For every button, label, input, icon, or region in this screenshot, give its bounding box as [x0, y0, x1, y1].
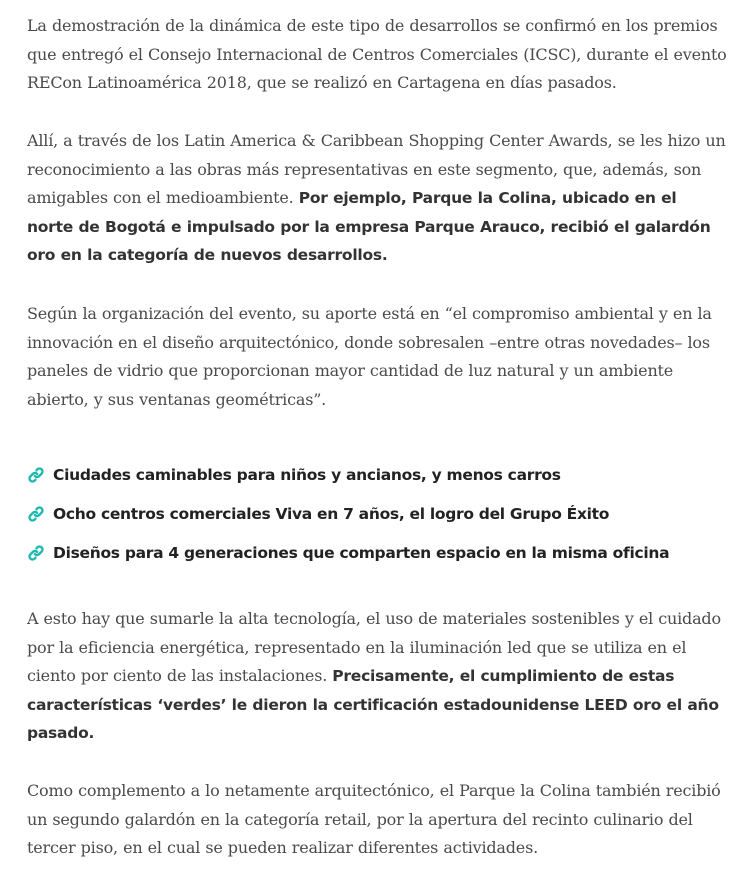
- paragraph-recognition: [27, 127, 727, 270]
- link-icon: [27, 466, 45, 484]
- related-link-centros-viva[interactable]: Ocho centros comerciales Viva en 7 años, el logro del Grupo Éxito: [53, 504, 610, 523]
- link-icon: [27, 505, 45, 523]
- paragraph-highlight: Por ejemplo, Parque la Colina, ubicado en el norte de Bogotá e impulsado por la empresa Parque Arauco, recibió el galardón oro en la categoría de nuevos desarrollos.: [27, 189, 711, 265]
- link-icon: [27, 544, 45, 562]
- related-link-disenos-generaciones[interactable]: Diseños para 4 generaciones que comparten espacio en la misma oficina: [53, 543, 670, 562]
- paragraph-technology: [27, 605, 727, 748]
- paragraph-text: A esto hay que sumarle la alta tecnología, el uso de materiales sostenibles y el cuidado por la eficiencia energética, representado en la iluminación led que se utiliza en el ciento por ciento de las instalaciones.: [27, 609, 721, 686]
- related-link-ciudades-caminables[interactable]: Ciudades caminables para niños y ancianos, y menos carros: [53, 465, 561, 484]
- paragraph-icsc-awards: [27, 12, 727, 98]
- paragraph-text: Como complemento a lo netamente arquitectónico, el Parque la Colina también recibió un segundo galardón en la categoría retail, por la apertura del recinto culinario del tercer piso, en el cual se pueden realizar diferentes actividades.: [27, 781, 721, 858]
- related-link-item: [27, 533, 669, 572]
- related-links-list: [27, 455, 669, 572]
- paragraph-text: Allí, a través de los Latin America & Caribbean Shopping Center Awards, se les hizo un reconocimiento a las obras más representativas en este segmento, que, además, son amigables con el medioambiente.: [27, 131, 726, 208]
- related-link-item: [27, 494, 669, 533]
- paragraph-text: Según la organización del evento, su aporte está en “el compromiso ambiental y en la innovación en el diseño arquitectónico, donde sobresalen –entre otras novedades– los paneles de vidrio que proporcionan mayor cantidad de luz natural y un ambiente abierto, y sus ventanas geométricas”.: [27, 304, 712, 409]
- paragraph-retail-award: [27, 777, 727, 863]
- related-link-item: [27, 455, 669, 494]
- paragraph-text: La demostración de la dinámica de este tipo de desarrollos se confirmó en los premios que entregó el Consejo Internacional de Centros Comerciales (ICSC), durante el evento RECon Latinoamérica 2018, que se realizó en Cartagena en días pasados.: [27, 16, 727, 93]
- paragraph-highlight: Precisamente, el cumplimiento de estas características ‘verdes’ le dieron la certificación estadounidense LEED oro el año pasado.: [27, 667, 719, 743]
- paragraph-organization-quote: [27, 300, 727, 414]
